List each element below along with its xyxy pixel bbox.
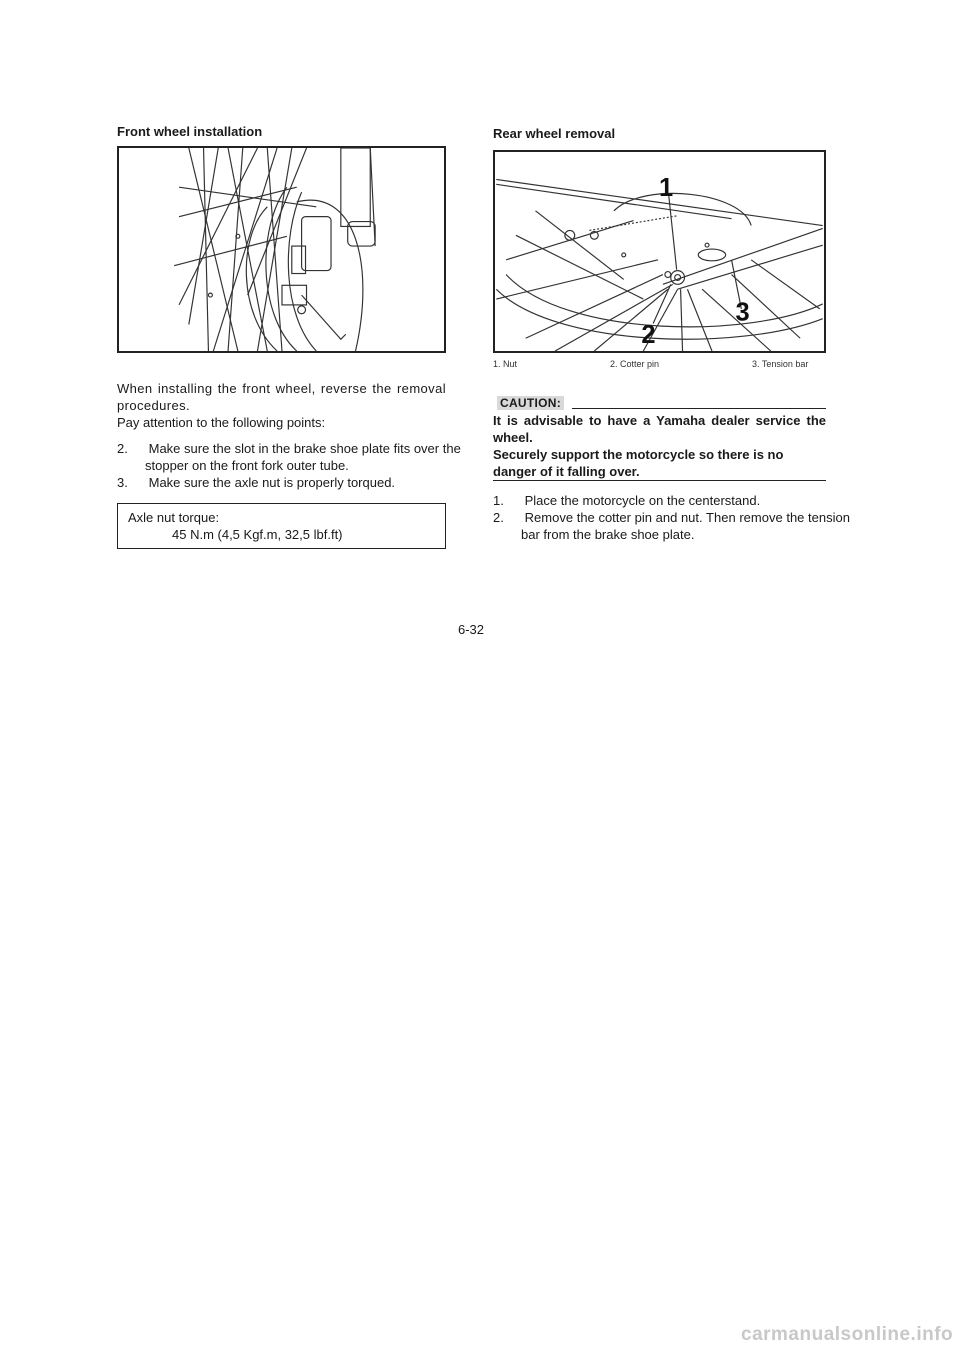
caution-text-2: Securely support the motorcycle so there is no danger of it falling over. [493,447,784,479]
installation-paragraph: When installing the front wheel, reverse the removal procedures. [117,381,446,413]
rear-step-1-text: Place the motorcycle on the centerstand. [524,493,761,508]
caution-top-rule [572,408,826,409]
caution-label: CAUTION: [497,396,564,410]
front-wheel-installation-heading: Front wheel installation [117,124,263,139]
caption-cotter-pin: 2. Cotter pin [610,359,660,369]
attention-paragraph: Pay attention to the following points: [117,415,326,430]
callout-3: 3 [735,298,750,327]
rear-wheel-removal-heading: Rear wheel removal [493,126,616,141]
page-number: 6-32 [458,622,485,637]
front-step-2-number: 2. [117,441,128,456]
callout-1: 1 [659,174,674,203]
front-step-3-text: Make sure the axle nut is properly torqued. [148,475,396,490]
caution-text-1: It is advisable to have a Yamaha dealer service the wheel. [493,413,826,445]
rear-step-2-number: 2. [493,510,504,525]
watermark: carmanualsonline.info [741,1324,954,1345]
caution-bottom-rule [493,480,826,481]
front-step-3 [117,474,470,491]
torque-label: Axle nut torque: [128,510,220,525]
rear-step-2-text: Remove the cotter pin and nut. Then remove the tension bar from the brake shoe plate. [521,510,850,542]
callout-2: 2 [641,321,656,350]
front-step-2 [117,440,470,474]
caption-nut: 1. Nut [493,359,518,369]
front-wheel-figure [117,146,446,353]
front-step-3-number: 3. [117,475,128,490]
front-wheel-illustration [119,148,444,351]
rear-wheel-figure [493,150,826,353]
front-step-2-text: Make sure the slot in the brake shoe plate fits over the stopper on the front fork outer tube. [145,441,461,473]
rear-step-2 [493,509,850,543]
caption-tension-bar: 3. Tension bar [752,359,809,369]
torque-value: 45 N.m (4,5 Kgf.m, 32,5 lbf.ft) [172,527,343,542]
rear-wheel-illustration [495,152,824,351]
rear-step-1 [493,492,850,509]
rear-step-1-number: 1. [493,493,504,508]
axle-nut-torque-box [117,503,446,549]
